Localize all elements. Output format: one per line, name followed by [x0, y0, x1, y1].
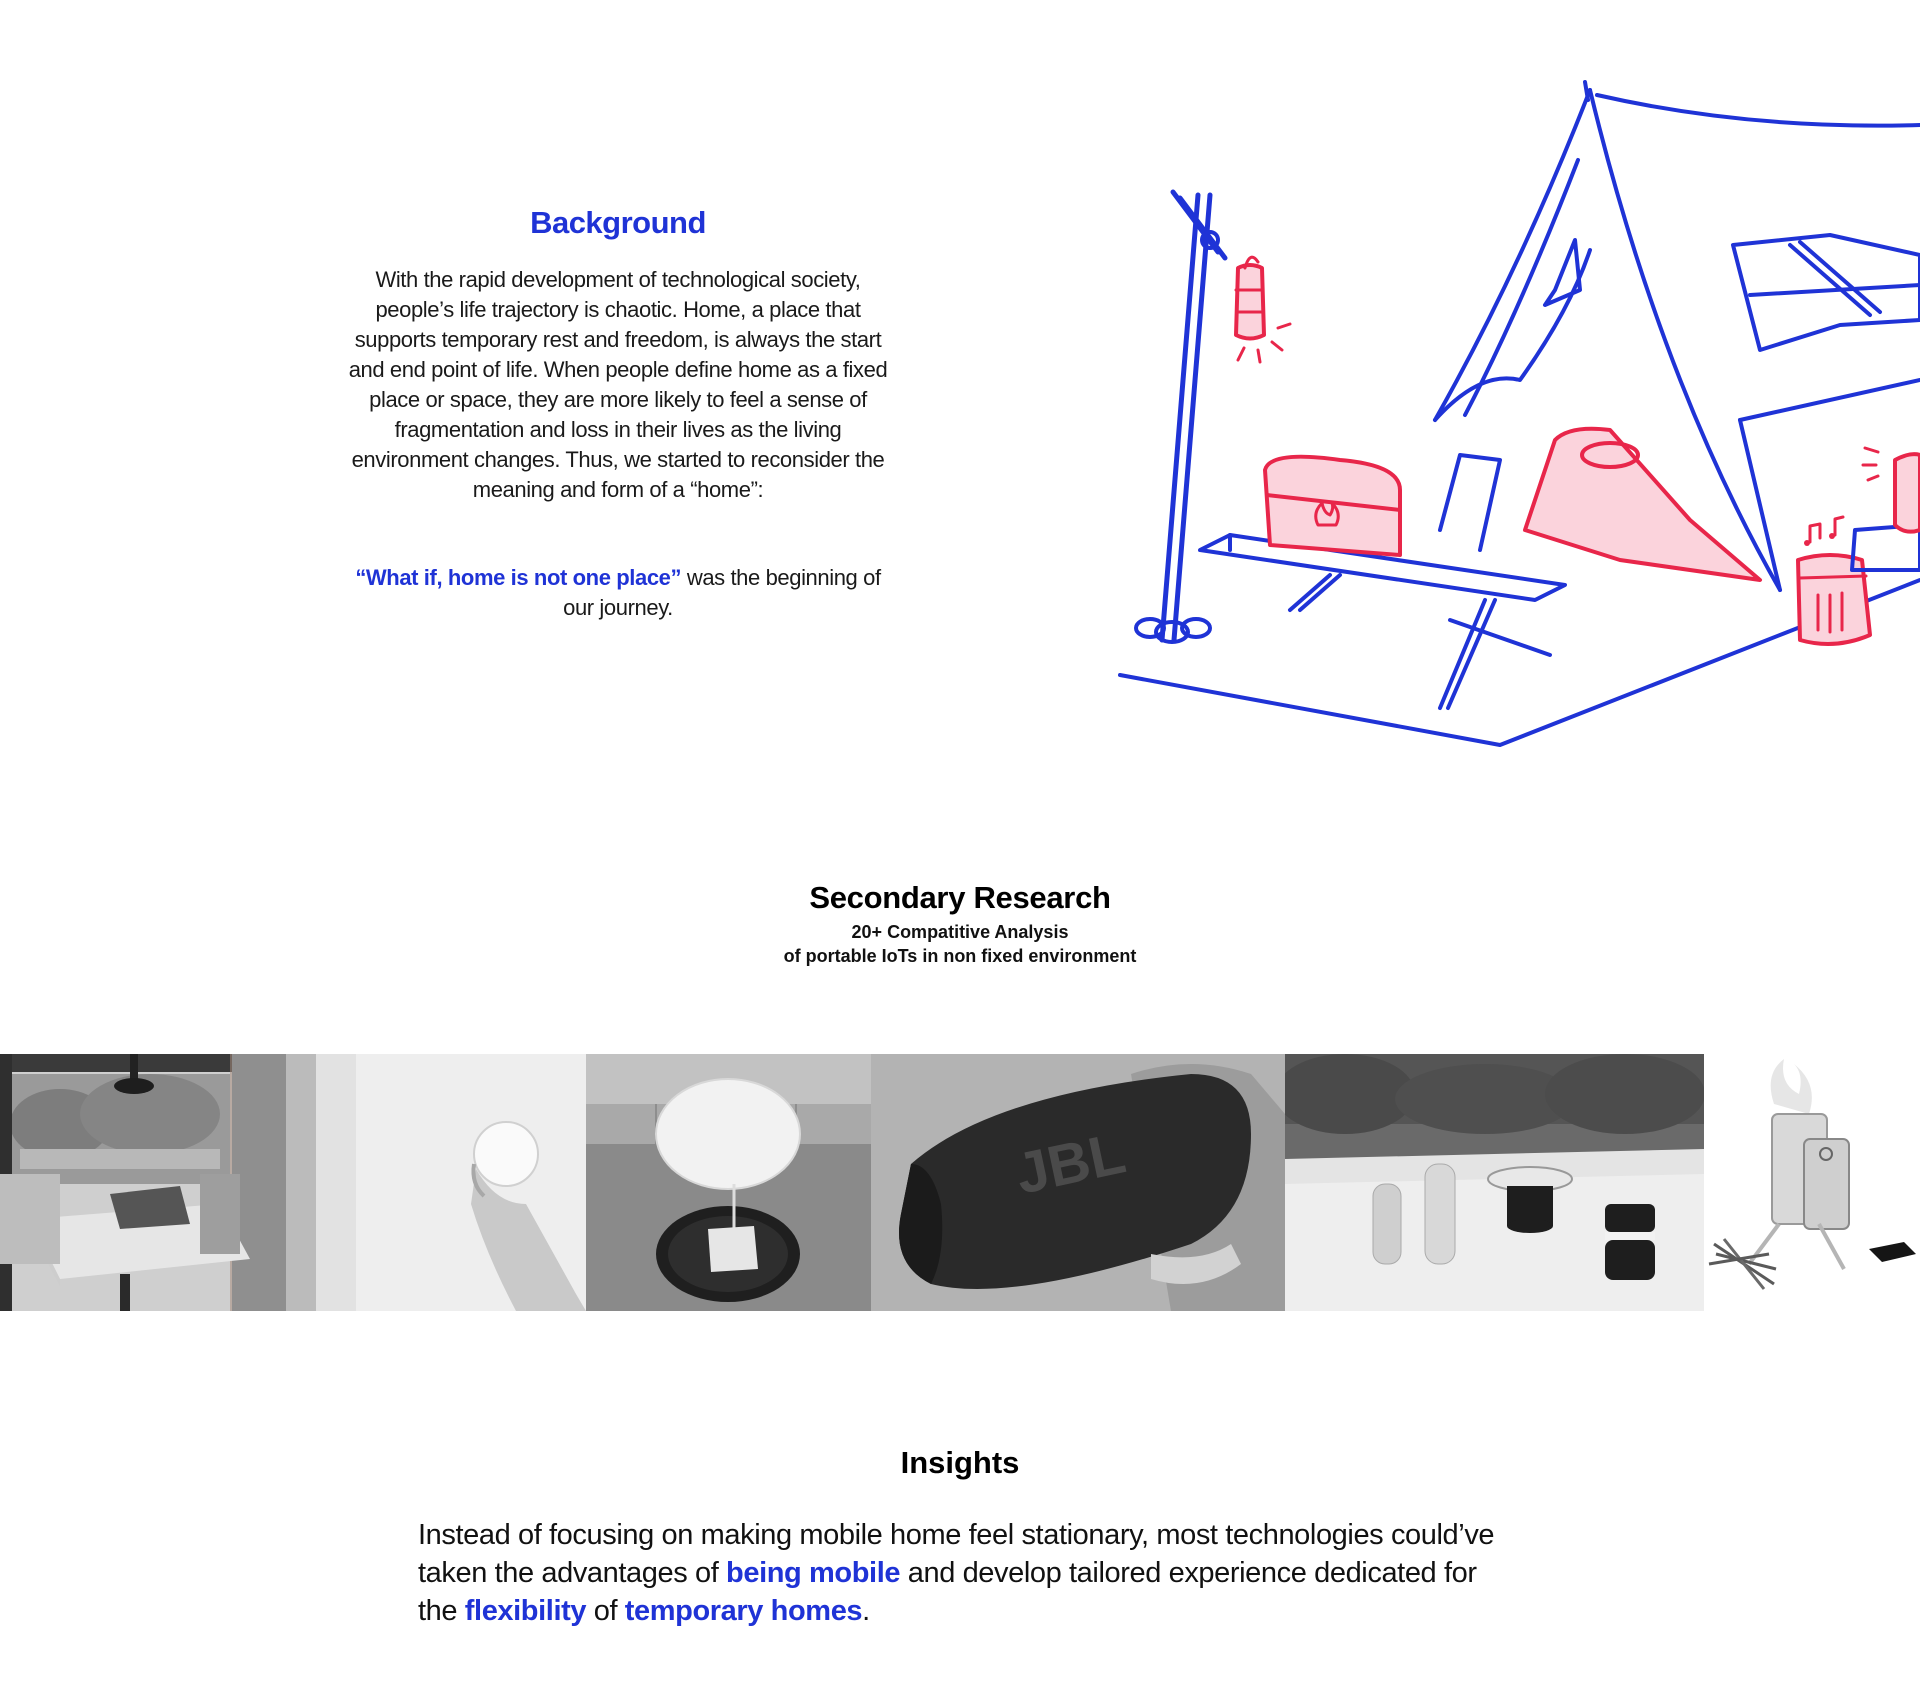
camp-stove-photo: [1704, 1054, 1920, 1311]
research-photo-strip: [0, 1054, 1920, 1311]
speaker-photo: [871, 1054, 1285, 1311]
insights-title: Insights: [900, 1445, 1020, 1480]
background-quote: [340, 563, 896, 623]
insights-highlight-being-mobile: being mobile: [726, 1557, 901, 1589]
quote-rest: was the beginning of our journey.: [563, 565, 881, 620]
insights-highlight-temporary-homes: temporary homes: [624, 1595, 863, 1627]
camping-tent-illustration: [1100, 80, 1920, 760]
research-subtitle: [0, 920, 1920, 968]
insights-text-part4: .: [862, 1595, 870, 1627]
insights-text-part2: and develop tailored experience dedicated for the: [418, 1557, 1477, 1627]
wall-sensor-photo: [286, 1054, 586, 1311]
background-body: With the rapid development of technological society, people’s life trajectory is chaotic. Home, a place that supports temporary rest and freedom, is always the start and end point of life. When people define home as a fixed place or space, they are more likely to feel a sense of fragmentation and loss in their lives as the living environment changes. Thus, we started to reconsider the meaning and form of a “home”:: [348, 267, 888, 502]
quote-highlight: “What if, home is not one place”: [355, 565, 682, 590]
insights-highlight-flexibility: flexibility: [464, 1595, 587, 1627]
pool-sensor-photo: [586, 1054, 871, 1311]
research-subtitle-line2: of portable IoTs in non fixed environment: [783, 946, 1137, 966]
research-title: Secondary Research: [809, 880, 1111, 915]
research-section-header: [0, 880, 1920, 968]
weather-station-photo: [1285, 1054, 1704, 1311]
insights-body: [418, 1516, 1518, 1630]
background-section: [340, 205, 896, 623]
research-subtitle-line1: 20+ Compatitive Analysis: [851, 922, 1069, 942]
background-title: Background: [530, 205, 706, 240]
rv-interior-photo: [0, 1054, 286, 1311]
insights-text-part3: of: [586, 1595, 625, 1627]
insights-text-part1: Instead of focusing on making mobile home feel stationary, most technologies could’ve taken the advantages of: [418, 1519, 1495, 1589]
speaker-logo: JBL: [1010, 1120, 1131, 1207]
